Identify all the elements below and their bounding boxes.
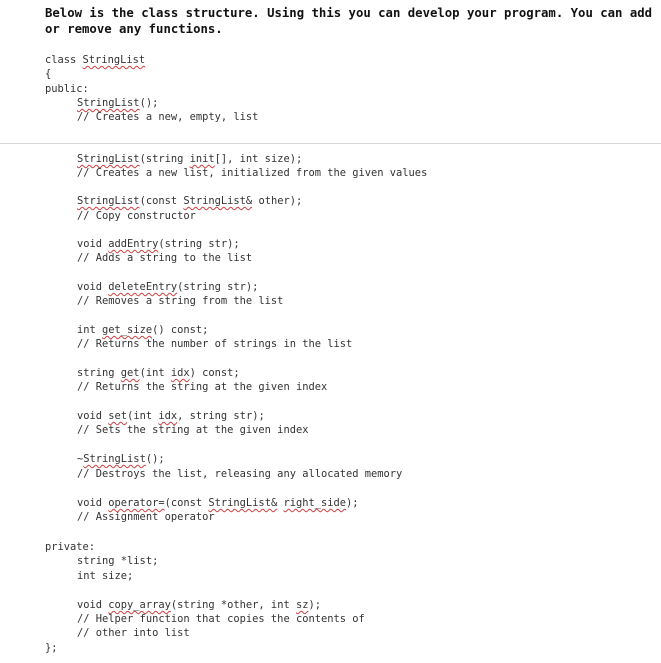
code-token: (string str); xyxy=(177,281,259,293)
code-token: // Destroys the list, releasing any allocated memory xyxy=(77,468,403,480)
spellcheck-flagged-token: init xyxy=(189,153,215,165)
code-token: (); xyxy=(145,453,165,465)
code-line xyxy=(45,82,89,96)
spellcheck-flagged-token: StringList xyxy=(77,195,140,207)
spellcheck-flagged-token: StringList xyxy=(77,153,140,165)
code-line xyxy=(77,166,427,180)
code-token: private: xyxy=(45,541,96,553)
code-token: int xyxy=(77,324,103,336)
spellcheck-flagged-token: get xyxy=(120,367,140,379)
spellcheck-flagged-token: right_side xyxy=(283,497,347,509)
intro-text: Below is the class structure. Using this you can develop your program. You can add or remove any functions. xyxy=(45,6,653,36)
code-token: (const xyxy=(164,497,209,509)
code-line xyxy=(45,540,95,554)
spellcheck-flagged-token: deleteEntry xyxy=(108,281,178,293)
code-line xyxy=(77,569,133,583)
code-token: (); xyxy=(139,97,159,109)
code-line xyxy=(77,612,365,626)
code-token: () const; xyxy=(152,324,209,336)
code-line xyxy=(77,366,240,380)
code-token: string xyxy=(77,367,121,379)
code-token: // Returns the number of strings in the list xyxy=(77,338,353,350)
spellcheck-flagged-token: set xyxy=(108,410,128,422)
page-separator xyxy=(0,143,661,144)
spellcheck-flagged-token: StringList xyxy=(77,97,140,109)
code-line xyxy=(77,294,283,308)
spellcheck-flagged-token: get_size xyxy=(102,324,153,336)
code-line xyxy=(45,641,58,655)
code-line xyxy=(77,209,196,223)
code-line xyxy=(77,96,158,110)
code-line xyxy=(77,496,359,510)
code-line xyxy=(77,510,215,524)
code-token: (string xyxy=(139,153,190,165)
code-token: // other into list xyxy=(77,627,190,639)
code-token: void xyxy=(77,599,109,611)
spellcheck-flagged-token: copy_array xyxy=(108,599,171,611)
code-token: void xyxy=(77,497,109,509)
spellcheck-flagged-token: StringList& xyxy=(208,497,278,509)
code-line xyxy=(77,110,258,124)
code-token: // Assignment operator xyxy=(77,511,215,523)
spellcheck-flagged-token: addEntry xyxy=(108,238,159,250)
code-token: string *list; xyxy=(77,555,159,567)
spellcheck-flagged-token: idx xyxy=(158,410,178,422)
code-token: // Creates a new list, initialized from the given values xyxy=(77,167,428,179)
code-token: [], int size); xyxy=(214,153,303,165)
code-token: int size; xyxy=(77,570,134,582)
code-token: ) const; xyxy=(189,367,240,379)
code-token: (int xyxy=(127,410,159,422)
code-token: // Helper function that copies the contents of xyxy=(77,613,365,625)
code-line xyxy=(45,53,145,67)
code-line xyxy=(77,467,402,481)
code-token: other); xyxy=(252,195,303,207)
code-token: { xyxy=(45,68,52,80)
spellcheck-flagged-token: StringList xyxy=(83,453,146,465)
code-line xyxy=(77,380,327,394)
code-token: (int xyxy=(139,367,171,379)
code-token: void xyxy=(77,410,109,422)
code-token: void xyxy=(77,238,109,250)
code-line xyxy=(77,323,208,337)
code-line xyxy=(77,237,240,251)
code-line xyxy=(77,423,308,437)
spellcheck-flagged-token: sz xyxy=(295,599,309,611)
code-line xyxy=(77,280,258,294)
code-token: // Copy constructor xyxy=(77,210,196,222)
code-line xyxy=(45,67,51,81)
code-line xyxy=(77,152,302,166)
code-token: , string str); xyxy=(177,410,265,422)
code-line xyxy=(77,626,190,640)
code-line xyxy=(77,409,265,423)
code-token: (string str); xyxy=(158,238,240,250)
code-token: (const xyxy=(139,195,184,207)
code-line xyxy=(77,337,352,351)
spellcheck-flagged-token: operator= xyxy=(108,497,165,509)
code-token: // Adds a string to the list xyxy=(77,252,253,264)
code-token: // Creates a new, empty, list xyxy=(77,111,259,123)
code-line xyxy=(77,194,302,208)
code-line xyxy=(77,452,165,466)
code-token: void xyxy=(77,281,109,293)
code-line xyxy=(77,251,252,265)
code-token: ); xyxy=(308,599,321,611)
code-line xyxy=(77,554,158,568)
code-line xyxy=(77,598,321,612)
code-token: public: xyxy=(45,83,89,95)
code-token: (string *other, int xyxy=(170,599,296,611)
code-token: class xyxy=(45,54,83,66)
spellcheck-flagged-token: StringList& xyxy=(183,195,253,207)
spellcheck-flagged-token: StringList xyxy=(82,54,146,66)
code-token: // Returns the string at the given index xyxy=(77,381,328,393)
code-token: ~ xyxy=(77,453,84,465)
spellcheck-flagged-token: idx xyxy=(170,367,190,379)
code-token: // Removes a string from the list xyxy=(77,295,284,307)
code-token: }; xyxy=(45,642,58,654)
code-token: ); xyxy=(346,497,359,509)
code-token: // Sets the string at the given index xyxy=(77,424,309,436)
